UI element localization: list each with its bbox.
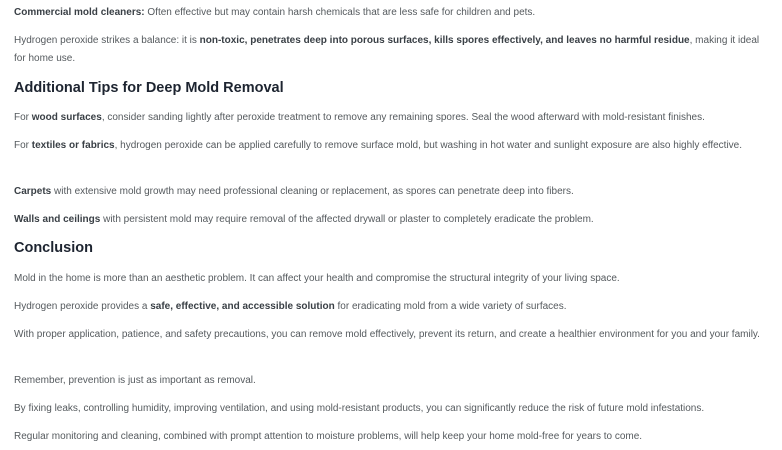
- wood-tip-pre: For: [14, 112, 32, 123]
- commercial-cleaners-label: Commercial mold cleaners:: [14, 7, 145, 18]
- tips-heading: Additional Tips for Deep Mold Removal: [14, 80, 284, 96]
- walls-tip-paragraph: [14, 211, 764, 229]
- conclusion-2-post: for eradicating mold from a wide variety of surfaces.: [334, 301, 567, 312]
- balance-text-pre: Hydrogen peroxide strikes a balance: it is: [14, 35, 200, 46]
- conclusion-heading: Conclusion: [14, 240, 93, 256]
- commercial-cleaners-text: Often effective but may contain harsh chemicals that are less safe for children and pets.: [144, 7, 536, 18]
- balance-text-post: , making it ideal for home use.: [14, 35, 760, 64]
- carpets-tip-bold: Carpets: [14, 186, 52, 197]
- textiles-tip-pre: For: [14, 140, 32, 151]
- wood-tip-bold: wood surfaces: [31, 112, 102, 123]
- textiles-tip-bold: textiles or fabrics: [31, 140, 115, 151]
- carpets-tip-post: with extensive mold growth may need professional cleaning or replacement, as spores can penetrate deep into fibers.: [51, 186, 574, 197]
- walls-tip-post: with persistent mold may require removal of the affected drywall or plaster to completely eradicate the problem.: [100, 214, 594, 225]
- conclusion-paragraph-1: Mold in the home is more than an aesthetic problem. It can affect your health and compromise the structural integrity of your living space.: [14, 273, 620, 284]
- peroxide-balance-paragraph: [14, 32, 764, 68]
- balance-text-bold: non-toxic, penetrates deep into porous surfaces, kills spores effectively, and leaves no harmful residue: [199, 35, 690, 46]
- commercial-cleaners-paragraph: [14, 4, 764, 22]
- conclusion-2-pre: Hydrogen peroxide provides a: [14, 301, 151, 312]
- conclusion-paragraph-6: Regular monitoring and cleaning, combined with prompt attention to moisture problems, will help keep your home mold-free for years to come.: [14, 431, 643, 442]
- textiles-tip-paragraph: [14, 137, 764, 155]
- conclusion-paragraph-4: Remember, prevention is just as important as removal.: [14, 375, 256, 386]
- conclusion-paragraph-3: With proper application, patience, and safety precautions, you can remove mold effectively, prevent its return, and create a healthier environment for you and your family.: [14, 329, 760, 340]
- conclusion-paragraph-5: By fixing leaks, controlling humidity, improving ventilation, and using mold-resistant products, you can significantly reduce the risk of future mold infestations.: [14, 403, 705, 414]
- conclusion-2-bold: safe, effective, and accessible solution: [150, 301, 335, 312]
- conclusion-paragraph-2: [14, 298, 764, 316]
- textiles-tip-post: , hydrogen peroxide can be applied carefully to remove surface mold, but washing in hot water and sunlight exposure are also highly effective.: [114, 140, 743, 151]
- wood-tip-post: , consider sanding lightly after peroxide treatment to remove any remaining spores. Seal the wood afterward with mold-resistant finishes.: [101, 112, 705, 123]
- carpets-tip-paragraph: [14, 183, 764, 201]
- wood-tip-paragraph: [14, 109, 764, 127]
- walls-tip-bold: Walls and ceilings: [14, 214, 101, 225]
